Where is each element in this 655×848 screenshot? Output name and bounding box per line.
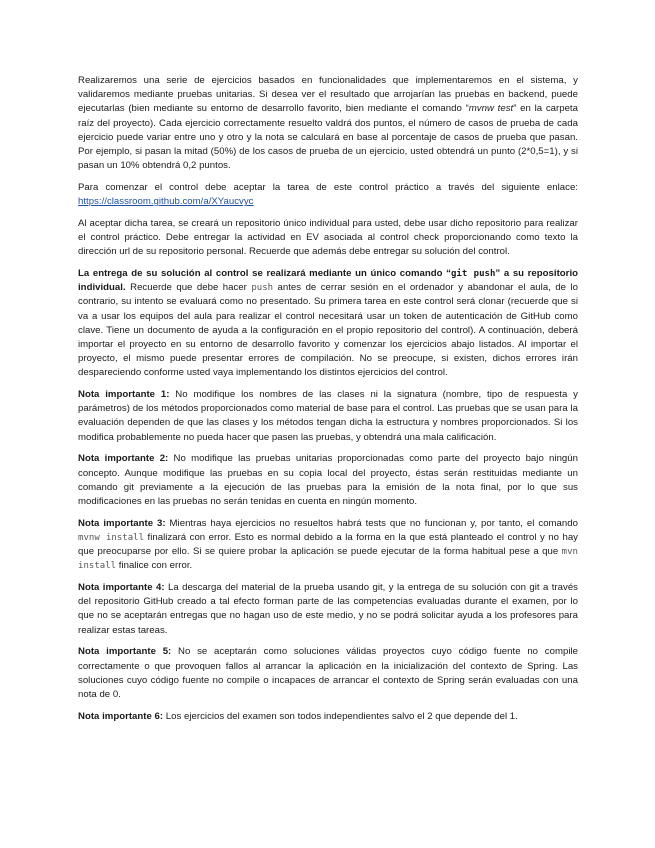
note-3: Nota importante 3: Mientras haya ejercicios no resueltos habrá tests que no funcionan y, por tanto, el comando mvnw install finalizará con error. Esto es normal debido a la forma en la que está planteado el control y no hay que preocuparse por ello. Si se quiere probar la aplicación se puede ejecutar de la forma habitual pese a que mvn install finalice con error.: [78, 517, 578, 572]
classroom-paragraph: Para comenzar el control debe aceptar la tarea de este control práctico a través del siguiente enlace: https://classroom.github.com/a/XYaucvyc: [78, 181, 578, 208]
intro-paragraph: Realizaremos una serie de ejercicios basados en funcionalidades que implementaremos en el sistema, y validaremos mediante pruebas unitarias. Si desea ver el resultado que arrojarían las pruebas en backend, puede ejecutarlas (bien mediante su entorno de desarrollo favorito, bien mediante el comando “mvnw test” en la carpeta raíz del proyecto). Cada ejercicio correctamente resuelto valdrá dos puntos, el número de casos de prueba de cada ejercicio puede variar entre uno y otro y la nota se calculará en base al porcentaje de casos de prueba que pasan. Por ejemplo, si pasan la mitad (50%) de los casos de prueba de un ejercicio, usted obtendrá un punto (2*0,5=1), y si pasan un 10% obtendrá 0,2 puntos.: [78, 75, 578, 172]
repository-paragraph: Al aceptar dicha tarea, se creará un repositorio único individual para usted, debe usar dicho repositorio para realizar el control práctico. Debe entregar la actividad en EV asociada al control check proporcionando como texto la dirección url de su repositorio personal. Recuerde que además debe entregar su solución del control.: [78, 217, 578, 258]
submission-paragraph: La entrega de su solución al control se realizará mediante un único comando “git push” a su repositorio individual. Recuerde que debe hacer push antes de cerrar sesión en el ordenador y abandonar el aula, de lo contrario, su intento se evaluará como no presentado. Su primera tarea en este control será clonar (recuerde que si va a usar los equipos del aula para realizar el control necesitará usar un token de autenticación de GitHub como clave. Tiene un documento de ayuda a la configuración en el propio repositorio del control). A continuación, deberá importar el proyecto en su entorno de desarrollo favorito y comenzar los ejercicios abajo listados. Al importar el proyecto, el mismo puede presentar errores de compilación. No se preocupe, si existen, dichos errores irán despareciendo conforme usted vaya implementando los distintos ejercicios del control.: [78, 267, 579, 379]
note-4: Nota importante 4: La descarga del material de la prueba usando git, y la entrega de su solución con git a través del repositorio GitHub creado a tal efecto forman parte de las competencias evaluadas durante el examen, por lo que no se aceptarán entregas que no hagan uso de este medio, y no se podrá solicitar ayuda a los profesores para realizar estas tareas.: [78, 582, 578, 636]
note-6: Nota importante 6: Los ejercicios del examen son todos independientes salvo el 2 que depende del 1.: [78, 710, 518, 722]
mvn-install-command: mvn install: [78, 547, 578, 572]
mvnw-install-command: mvnw install: [78, 532, 145, 543]
note-1: Nota importante 1: No modifique los nombres de las clases ni la signatura (nombre, tipo de respuesta y parámetros) de los métodos proporcionados como material de base para el control. Las pruebas que se usan para la evaluación dependen de que las clases y los métodos tengan dicha la estructura y nombres proporcionados. Si los modifica probablemente no pueda hacer que pasen las pruebas, y obtendrá una mala calificación.: [78, 389, 578, 443]
push-command: push: [251, 283, 274, 294]
note-5-label: Nota importante 5:: [78, 646, 172, 658]
note-6-label: Nota importante 6:: [78, 710, 164, 722]
classroom-link[interactable]: https://classroom.github.com/a/XYaucvyc: [78, 196, 254, 208]
note-5: Nota importante 5: No se aceptarán como soluciones válidas proyectos cuyo código fuente no compile correctamente o que provoquen fallos al arrancar la aplicación en la inicialización del contexto de Spring. Las soluciones cuyo código fuente no compile o incapaces de arrancar el contexto de Spring serán evaluadas con una nota de 0.: [78, 646, 578, 700]
note-1-label: Nota importante 1:: [78, 389, 170, 401]
note-2: Nota importante 2: No modifique las pruebas unitarias proporcionadas como parte del proyecto bajo ningún concepto. Aunque modifique las pruebas en su copia local del proyecto, éstas serán restituidas mediante un comando git previamente a la ejecución de las pruebas para la emisión de la nota final, por lo que sus modificaciones en las pruebas no serán tenidas en cuenta en ningún momento.: [78, 453, 578, 507]
note-4-label: Nota importante 4:: [78, 582, 165, 593]
note-3-label: Nota importante 3:: [78, 517, 166, 529]
git-push-command: git push: [450, 268, 496, 279]
mvnw-test-command: mvnw test: [468, 103, 514, 115]
document-page: [78, 74, 578, 731]
note-2-label: Nota importante 2:: [78, 453, 169, 465]
